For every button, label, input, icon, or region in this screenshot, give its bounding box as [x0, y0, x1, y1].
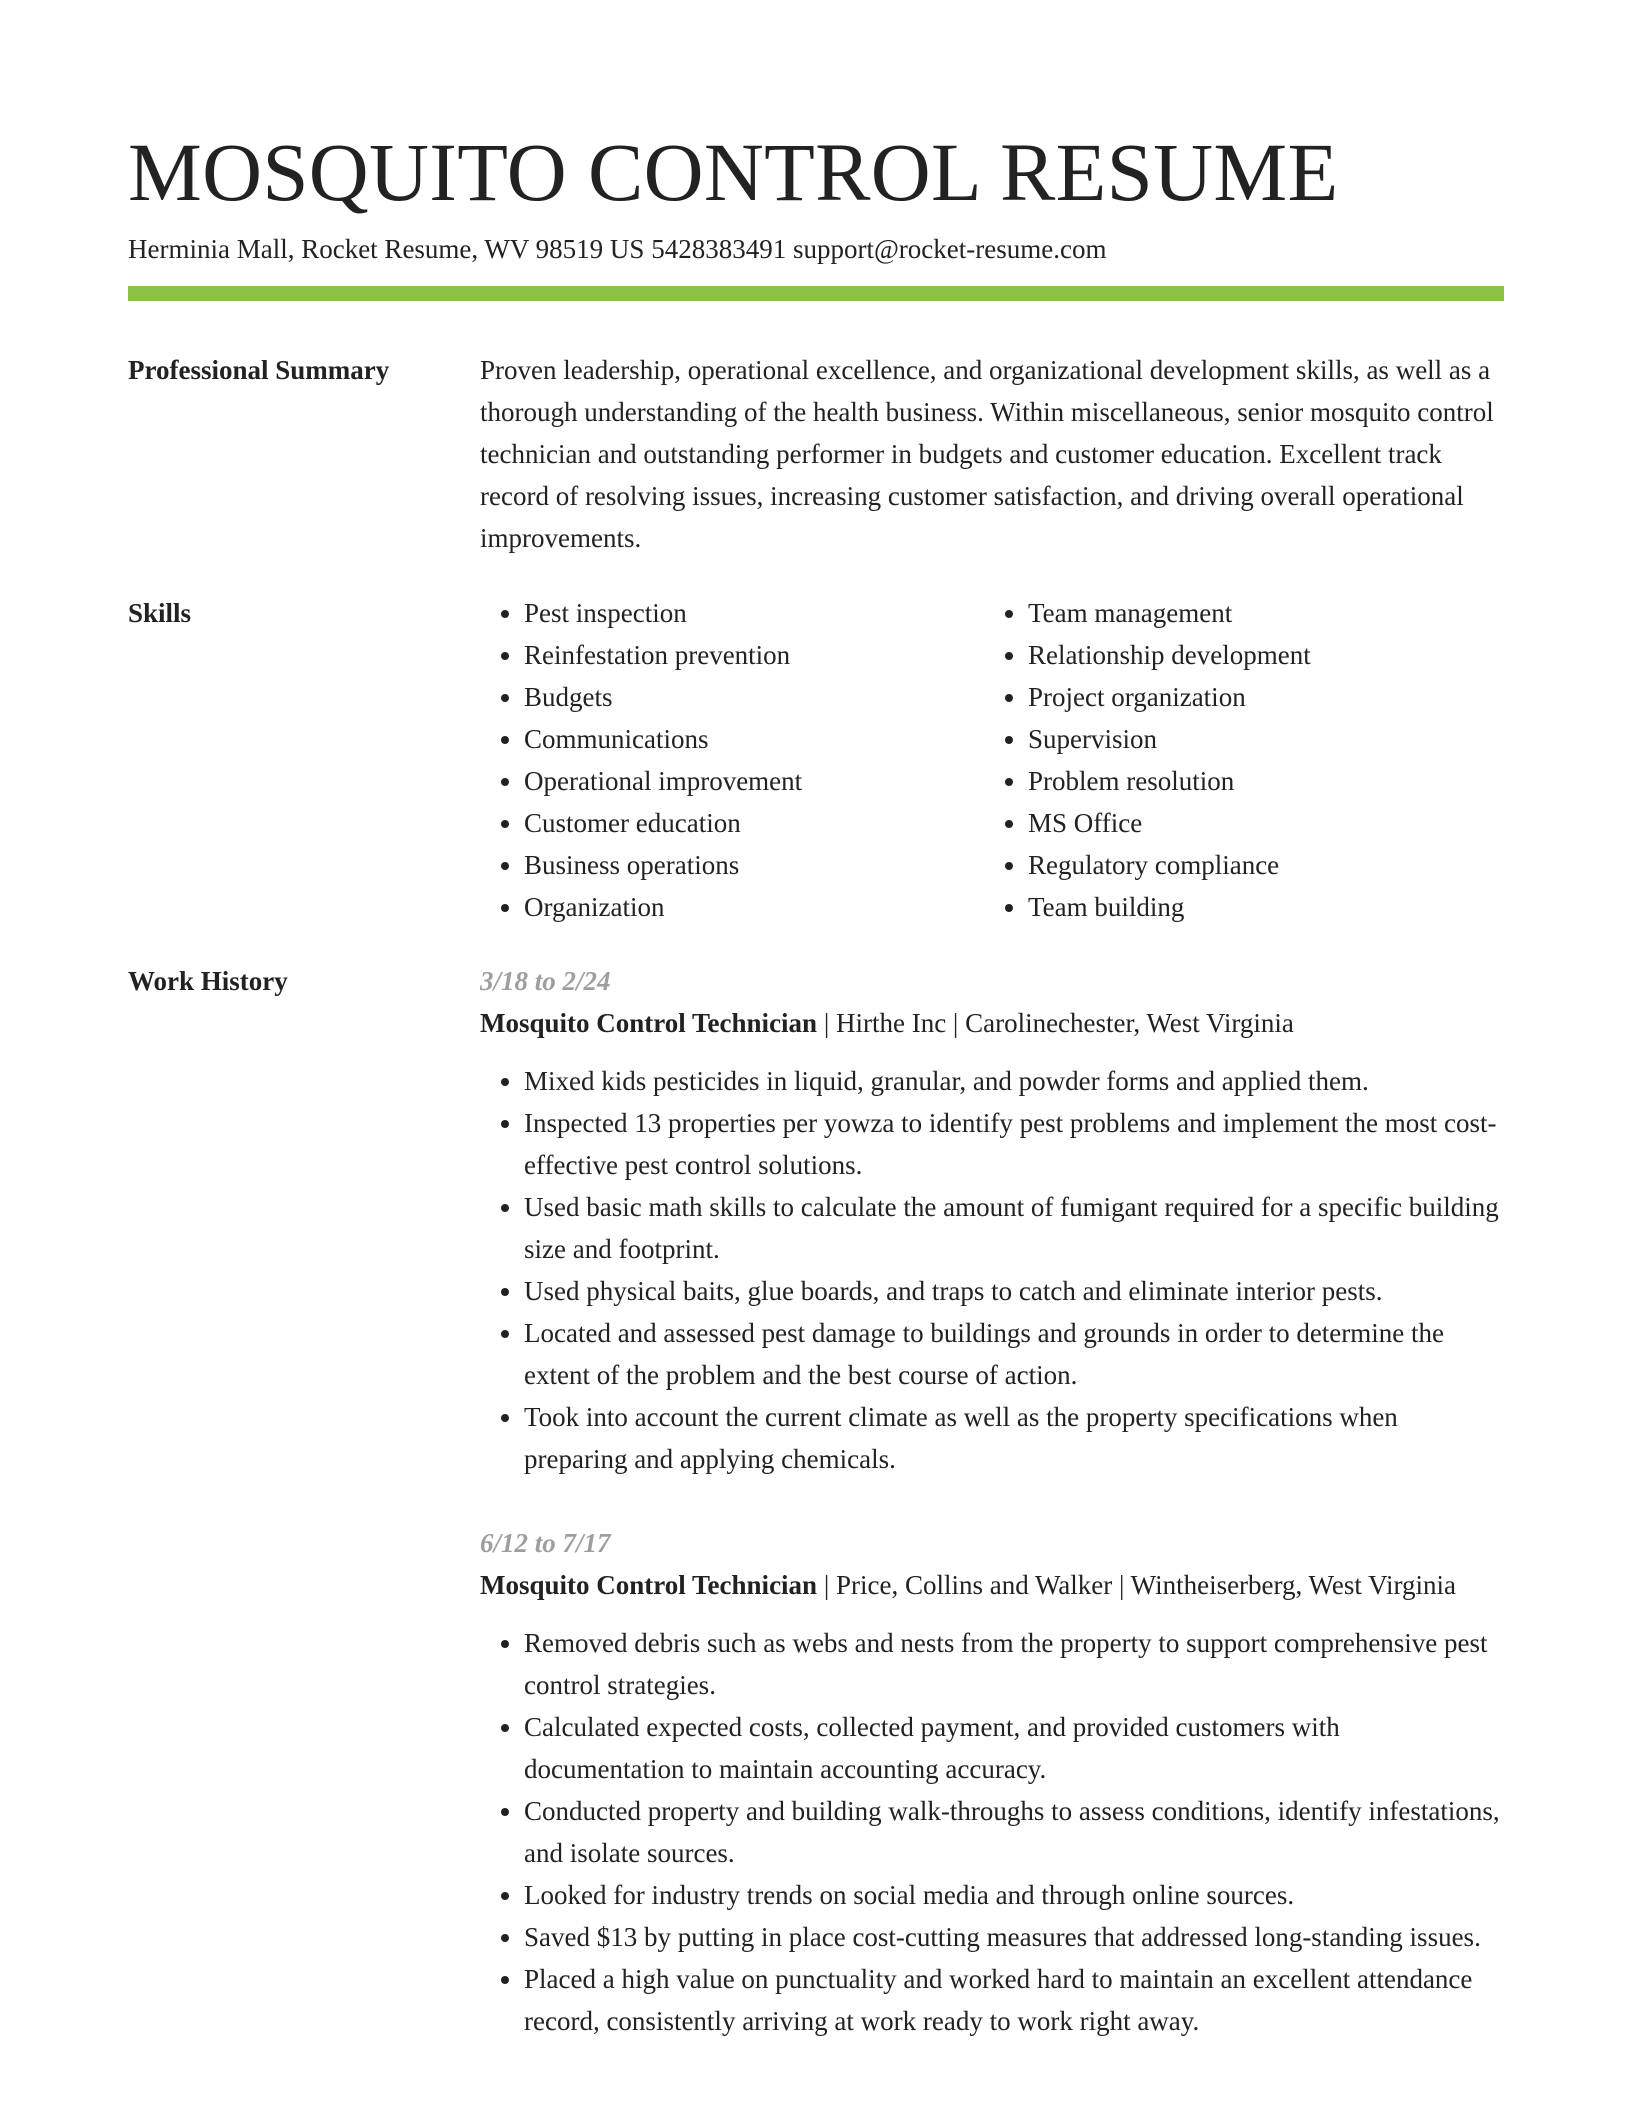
duty-item: • Calculated expected costs, collected payment, and provided customers with documentation to maintain accounting accuracy.	[524, 1706, 1504, 1790]
skill-item: • Team building	[1028, 886, 1311, 928]
skills-list-left	[480, 592, 802, 928]
skill-item: • Business operations	[524, 844, 802, 886]
skill-item: • Problem resolution	[1028, 760, 1311, 802]
job-duties	[480, 1622, 1504, 2042]
job-heading	[480, 1002, 1504, 1044]
duty-item: • Took into account the current climate as well as the property specifications when preparing and applying chemicals.	[524, 1396, 1504, 1480]
job-duties	[480, 1060, 1504, 1480]
skills-section	[480, 592, 1504, 928]
skill-item: • Team management	[1028, 592, 1311, 634]
skill-item: • Pest inspection	[524, 592, 802, 634]
skill-item: • Operational improvement	[524, 760, 802, 802]
job-title: Mosquito Control Technician	[480, 1570, 818, 1600]
skill-item: • Relationship development	[1028, 634, 1311, 676]
skill-item: • Supervision	[1028, 718, 1311, 760]
job-entry	[480, 960, 1504, 1480]
skill-item: • Reinfestation prevention	[524, 634, 802, 676]
duty-item: • Used basic math skills to calculate the amount of fumigant required for a specific building size and footprint.	[524, 1186, 1504, 1270]
duty-item: • Looked for industry trends on social media and through online sources.	[524, 1874, 1504, 1916]
job-title: Mosquito Control Technician	[480, 1008, 818, 1038]
duty-item: • Removed debris such as webs and nests from the property to support comprehensive pest control strategies.	[524, 1622, 1504, 1706]
job-entry	[480, 1522, 1504, 2042]
skill-item: • MS Office	[1028, 802, 1311, 844]
skills-list-right	[984, 592, 1311, 928]
duty-item: • Mixed kids pesticides in liquid, granular, and powder forms and applied them.	[524, 1060, 1504, 1102]
job-heading	[480, 1564, 1504, 1606]
work-history-section	[480, 960, 1504, 2084]
skills-label: Skills	[128, 598, 192, 628]
job-details: | Hirthe Inc | Carolinechester, West Virginia	[817, 1008, 1294, 1038]
duty-item: • Located and assessed pest damage to buildings and grounds in order to determine the extent of the problem and the best course of action.	[524, 1312, 1504, 1396]
header-divider	[128, 286, 1504, 301]
skill-item: • Customer education	[524, 802, 802, 844]
contact-line: Herminia Mall, Rocket Resume, WV 98519 US 5428383491 support@rocket-resume.com	[128, 234, 1107, 264]
job-dates: 3/18 to 2/24	[480, 966, 611, 996]
resume-title: MOSQUITO CONTROL RESUME	[128, 126, 1339, 218]
duty-item: • Placed a high value on punctuality and worked hard to maintain an excellent attendance record, consistently arriving at work ready to work right away.	[524, 1958, 1504, 2042]
summary-text: Proven leadership, operational excellence, and organizational development skills, as well as a thorough understanding of the health business. Within miscellaneous, senior mosquito control technician and outstanding performer in budgets and customer education. Excellent track record of resolving issues, increasing customer satisfaction, and driving overall operational improvements.	[480, 355, 1494, 553]
duty-item: • Conducted property and building walk-throughs to assess conditions, identify infestations, and isolate sources.	[524, 1790, 1504, 1874]
job-dates: 6/12 to 7/17	[480, 1528, 611, 1558]
skill-item: • Budgets	[524, 676, 802, 718]
summary-section	[480, 349, 1504, 559]
work-history-label: Work History	[128, 966, 288, 996]
skill-item: • Project organization	[1028, 676, 1311, 718]
duty-item: • Saved $13 by putting in place cost-cutting measures that addressed long-standing issues.	[524, 1916, 1504, 1958]
duty-item: • Inspected 13 properties per yowza to identify pest problems and implement the most cost-effective pest control solutions.	[524, 1102, 1504, 1186]
skill-item: • Organization	[524, 886, 802, 928]
job-details: | Price, Collins and Walker | Wintheiserberg, West Virginia	[817, 1570, 1456, 1600]
duty-item: • Used physical baits, glue boards, and traps to catch and eliminate interior pests.	[524, 1270, 1504, 1312]
skill-item: • Communications	[524, 718, 802, 760]
summary-label: Professional Summary	[128, 355, 390, 385]
skill-item: • Regulatory compliance	[1028, 844, 1311, 886]
